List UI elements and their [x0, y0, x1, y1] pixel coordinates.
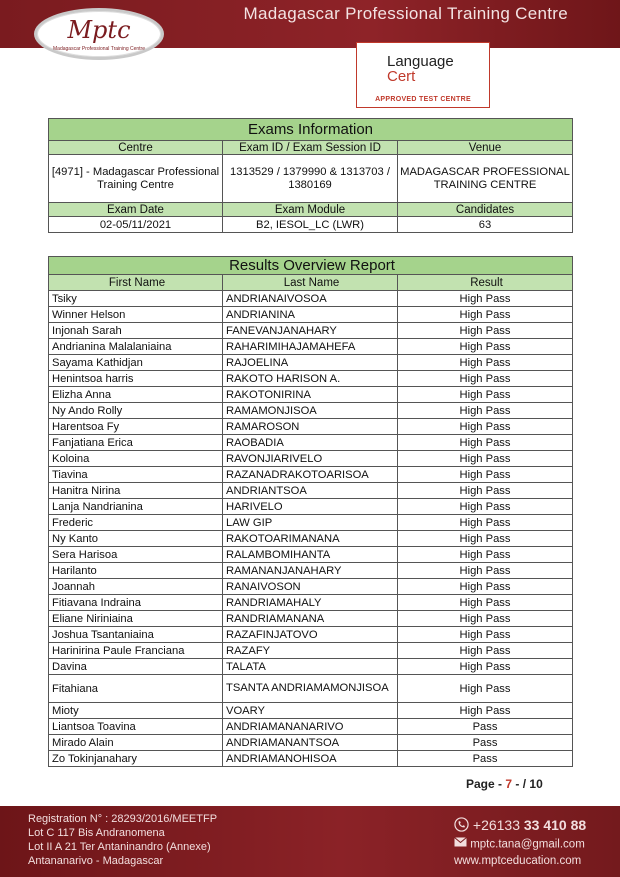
exams-title: Exams Information — [49, 119, 573, 141]
result-cell: High Pass — [398, 451, 573, 467]
last-name-cell: RAZAFY — [223, 643, 398, 659]
table-row — [49, 547, 573, 563]
result-cell: High Pass — [398, 323, 573, 339]
first-name-cell: Fitiavana Indraina — [49, 595, 223, 611]
first-name-cell: Winner Helson — [49, 307, 223, 323]
first-name-cell: Fanjatiana Erica — [49, 435, 223, 451]
table-row — [49, 339, 573, 355]
result-cell: High Pass — [398, 627, 573, 643]
first-name-cell: Koloina — [49, 451, 223, 467]
result-cell: High Pass — [398, 403, 573, 419]
table-row — [49, 499, 573, 515]
candidates-value: 63 — [398, 217, 573, 233]
result-cell: High Pass — [398, 307, 573, 323]
result-cell: High Pass — [398, 515, 573, 531]
website-url[interactable]: www.mptceducation.com — [454, 855, 582, 868]
first-name-cell: Eliane Niriniaina — [49, 611, 223, 627]
header-result: Result — [398, 275, 573, 291]
table-row — [49, 515, 573, 531]
address-city: Antananarivo - Madagascar — [28, 855, 164, 867]
registration-number: Registration N° : 28293/2016/MEETFP — [28, 813, 218, 825]
page-footer — [0, 806, 620, 877]
first-name-cell: Joannah — [49, 579, 223, 595]
email-icon — [454, 836, 467, 853]
table-row — [49, 735, 573, 751]
page-sep: - / — [512, 777, 530, 791]
first-name-cell: Henintsoa harris — [49, 371, 223, 387]
table-row — [49, 675, 573, 703]
first-name-cell: Hanitra Nirina — [49, 483, 223, 499]
result-cell: Pass — [398, 719, 573, 735]
first-name-cell: Frederic — [49, 515, 223, 531]
result-cell: High Pass — [398, 595, 573, 611]
header-first-name: First Name — [49, 275, 223, 291]
last-name-cell: RAOBADIA — [223, 435, 398, 451]
last-name-cell: TALATA — [223, 659, 398, 675]
last-name-cell: ANDRIAMANANARIVO — [223, 719, 398, 735]
table-row — [49, 595, 573, 611]
result-cell: High Pass — [398, 291, 573, 307]
header-last-name: Last Name — [223, 275, 398, 291]
results-title: Results Overview Report — [49, 257, 573, 275]
table-row — [49, 451, 573, 467]
first-name-cell: Harentsoa Fy — [49, 419, 223, 435]
result-cell: High Pass — [398, 659, 573, 675]
badge-cert: Cert — [387, 68, 416, 85]
header-exam-date: Exam Date — [49, 203, 223, 217]
first-name-cell: Tsiky — [49, 291, 223, 307]
mptc-logo — [34, 8, 164, 60]
header-title: Madagascar Professional Training Centre — [243, 4, 568, 23]
last-name-cell: LAW GIP — [223, 515, 398, 531]
last-name-cell: RAKOTO HARISON A. — [223, 371, 398, 387]
first-name-cell: Mioty — [49, 703, 223, 719]
last-name-cell: RANAIVOSON — [223, 579, 398, 595]
page-label: Page - — [466, 777, 506, 791]
result-cell: High Pass — [398, 611, 573, 627]
header-exam-module: Exam Module — [223, 203, 398, 217]
table-row — [49, 659, 573, 675]
table-row — [49, 467, 573, 483]
first-name-cell: Sera Harisoa — [49, 547, 223, 563]
email-line — [454, 836, 586, 854]
result-cell: High Pass — [398, 675, 573, 703]
last-name-cell: RAZAFINJATOVO — [223, 627, 398, 643]
table-row — [49, 751, 573, 767]
badge-approved: APPROVED TEST CENTRE — [375, 96, 471, 103]
table-row — [49, 291, 573, 307]
table-row — [49, 419, 573, 435]
page-number — [466, 777, 543, 791]
header-candidates: Candidates — [398, 203, 573, 217]
first-name-cell: Sayama Kathidjan — [49, 355, 223, 371]
first-name-cell: Injonah Sarah — [49, 323, 223, 339]
footer-address-block — [28, 812, 217, 868]
first-name-cell: Andrianina Malalaniaina — [49, 339, 223, 355]
first-name-cell: Davina — [49, 659, 223, 675]
result-cell: High Pass — [398, 419, 573, 435]
result-cell: High Pass — [398, 483, 573, 499]
results-overview-table — [48, 256, 573, 767]
email-address[interactable]: mptc.tana@gmail.com — [470, 838, 585, 851]
phone-prefix: +26133 — [472, 817, 524, 833]
result-cell: High Pass — [398, 371, 573, 387]
last-name-cell: HARIVELO — [223, 499, 398, 515]
result-cell: High Pass — [398, 643, 573, 659]
last-name-cell: RAKOTONIRINA — [223, 387, 398, 403]
first-name-cell: Fitahiana — [49, 675, 223, 703]
table-row — [49, 371, 573, 387]
exam-date-value: 02-05/11/2021 — [49, 217, 223, 233]
logo-tagline: Madagascar Professional Training Centre — [53, 46, 145, 52]
result-cell: High Pass — [398, 467, 573, 483]
last-name-cell: RAJOELINA — [223, 355, 398, 371]
table-row — [49, 307, 573, 323]
last-name-cell: FANEVANJANAHARY — [223, 323, 398, 339]
table-row — [49, 703, 573, 719]
first-name-cell: Joshua Tsantaniaina — [49, 627, 223, 643]
last-name-cell: RANDRIAMAHALY — [223, 595, 398, 611]
result-cell: High Pass — [398, 355, 573, 371]
last-name-cell: TSANTA ANDRIAMAMONJISOA — [223, 675, 398, 703]
last-name-cell: ANDRIANINA — [223, 307, 398, 323]
last-name-cell: ANDRIANAIVOSOA — [223, 291, 398, 307]
phone-number: 33 410 88 — [523, 817, 587, 833]
website-line — [454, 853, 586, 870]
phone-icon — [454, 817, 469, 836]
table-row — [49, 435, 573, 451]
badge-language: Language — [387, 53, 454, 70]
address-line-1: Lot C 117 Bis Andranomena — [28, 827, 165, 839]
centre-value: [4971] - Madagascar Professional Training Centre — [49, 155, 223, 203]
page-total: 10 — [529, 777, 543, 791]
results-rows — [49, 291, 573, 767]
logo-wordmark: Mptc — [67, 16, 131, 44]
exam-id-value: 1313529 / 1379990 & 1313703 / 1380169 — [223, 155, 398, 203]
last-name-cell: RANDRIAMANANA — [223, 611, 398, 627]
last-name-cell: RAMANANJANAHARY — [223, 563, 398, 579]
last-name-cell: RAVONJIARIVELO — [223, 451, 398, 467]
result-cell: Pass — [398, 751, 573, 767]
first-name-cell: Harinirina Paule Franciana — [49, 643, 223, 659]
first-name-cell: Mirado Alain — [49, 735, 223, 751]
last-name-cell: RALAMBOMIHANTA — [223, 547, 398, 563]
result-cell: Pass — [398, 735, 573, 751]
table-row — [49, 719, 573, 735]
first-name-cell: Lanja Nandrianina — [49, 499, 223, 515]
table-row — [49, 531, 573, 547]
last-name-cell: RAMAMONJISOA — [223, 403, 398, 419]
result-cell: High Pass — [398, 547, 573, 563]
header-centre: Centre — [49, 141, 223, 155]
result-cell: High Pass — [398, 435, 573, 451]
table-row — [49, 323, 573, 339]
table-row — [49, 563, 573, 579]
last-name-cell: RAMAROSON — [223, 419, 398, 435]
result-cell: High Pass — [398, 339, 573, 355]
result-cell: High Pass — [398, 563, 573, 579]
page-current: 7 — [505, 777, 513, 791]
footer-contact-block — [454, 816, 586, 870]
table-row — [49, 355, 573, 371]
first-name-cell: Elizha Anna — [49, 387, 223, 403]
first-name-cell: Tiavina — [49, 467, 223, 483]
last-name-cell: ANDRIANTSOA — [223, 483, 398, 499]
first-name-cell: Harilanto — [49, 563, 223, 579]
table-row — [49, 403, 573, 419]
last-name-cell: ANDRIAMANOHISOA — [223, 751, 398, 767]
table-row — [49, 483, 573, 499]
first-name-cell: Zo Tokinjanahary — [49, 751, 223, 767]
languagecert-badge — [356, 42, 490, 108]
table-row — [49, 387, 573, 403]
exams-information-table — [48, 118, 573, 233]
first-name-cell: Liantsoa Toavina — [49, 719, 223, 735]
last-name-cell: ANDRIAMANANTSOA — [223, 735, 398, 751]
exam-module-value: B2, IESOL_LC (LWR) — [223, 217, 398, 233]
first-name-cell: Ny Kanto — [49, 531, 223, 547]
header-exam-id: Exam ID / Exam Session ID — [223, 141, 398, 155]
first-name-cell: Ny Ando Rolly — [49, 403, 223, 419]
header-venue: Venue — [398, 141, 573, 155]
table-row — [49, 579, 573, 595]
table-row — [49, 643, 573, 659]
last-name-cell: VOARY — [223, 703, 398, 719]
last-name-cell: RAHARIMIHAJAMAHEFA — [223, 339, 398, 355]
result-cell: High Pass — [398, 387, 573, 403]
address-line-2: Lot II A 21 Ter Antaninandro (Annexe) — [28, 841, 211, 853]
result-cell: High Pass — [398, 499, 573, 515]
result-cell: High Pass — [398, 579, 573, 595]
last-name-cell: RAZANADRAKOTOARISOA — [223, 467, 398, 483]
last-name-cell: RAKOTOARIMANANA — [223, 531, 398, 547]
phone-line — [454, 816, 586, 836]
table-row — [49, 611, 573, 627]
result-cell: High Pass — [398, 531, 573, 547]
table-row — [49, 627, 573, 643]
result-cell: High Pass — [398, 703, 573, 719]
venue-value: MADAGASCAR PROFESSIONAL TRAINING CENTRE — [398, 155, 573, 203]
